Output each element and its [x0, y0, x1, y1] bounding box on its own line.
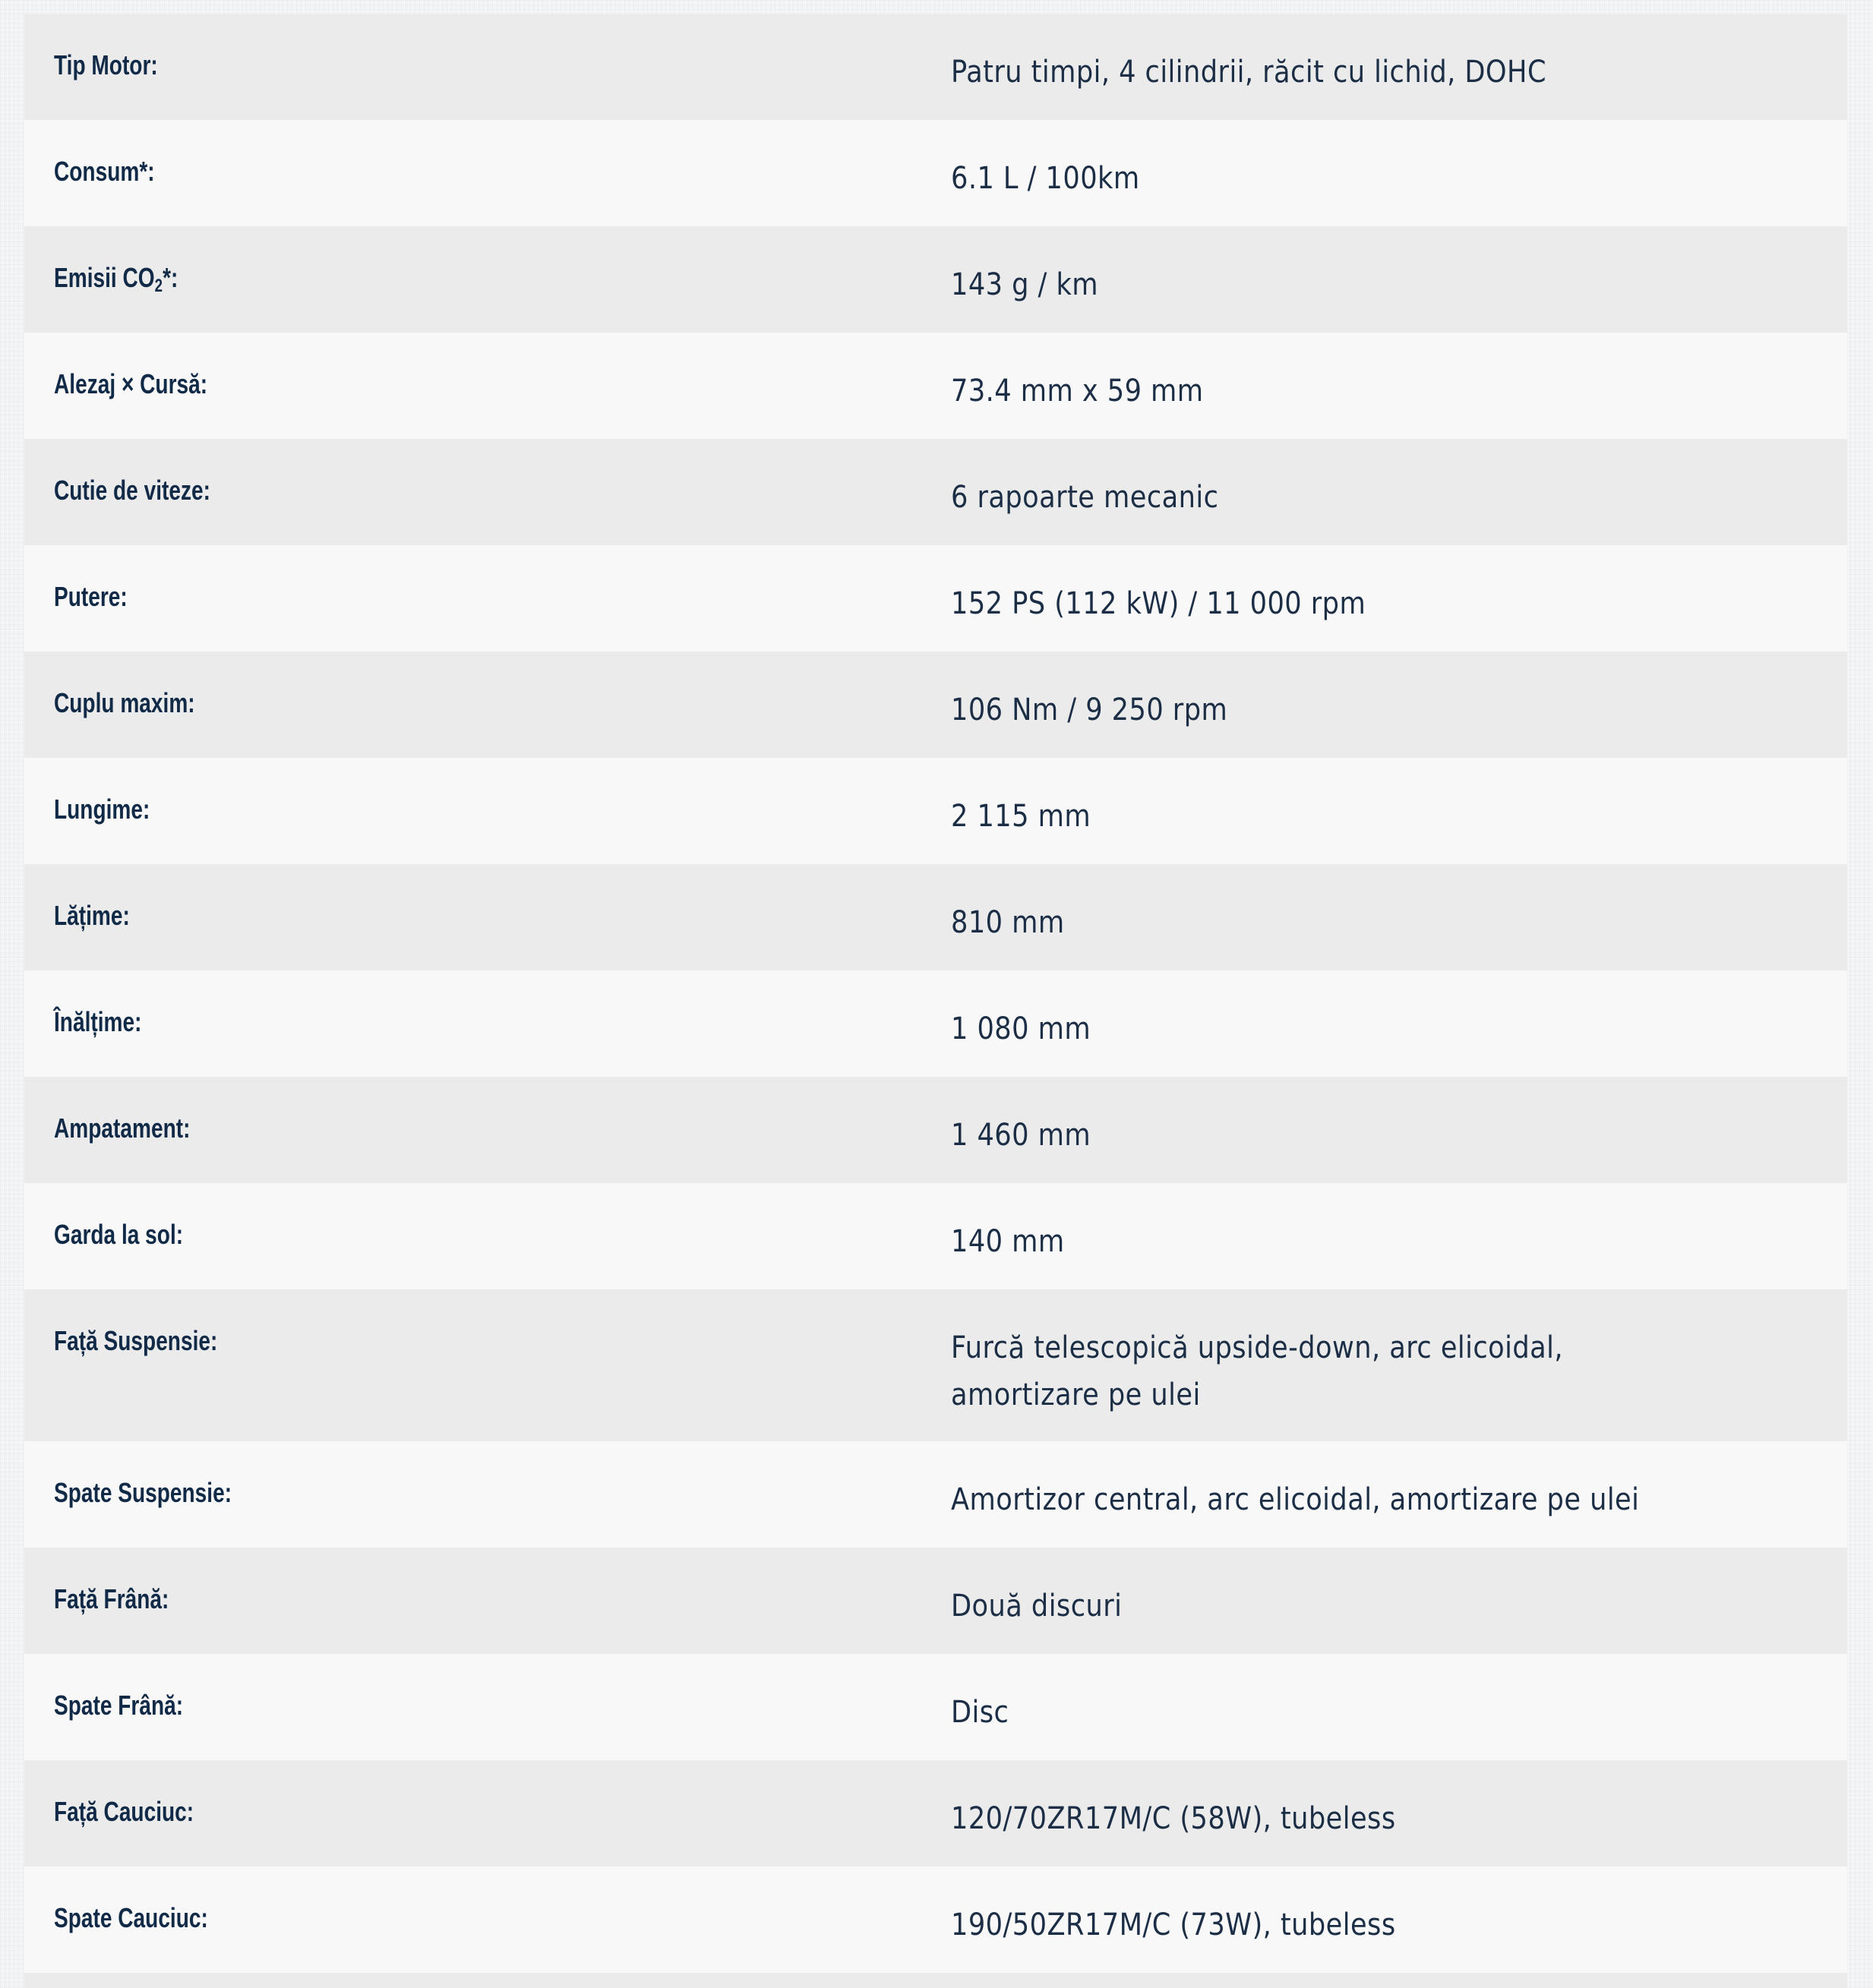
spec-value: Disc [951, 1695, 1009, 1730]
spec-row-front-tyre [24, 1760, 1847, 1867]
spec-value: Furcă telescopică upside-down, arc elicoidal, amortizare pe ulei [951, 1330, 1564, 1412]
spec-label: Lățime: [54, 900, 130, 931]
spec-value: 810 mm [951, 905, 1065, 940]
spec-row-ground-clearance [24, 1183, 1847, 1289]
spec-label: Ampatament: [54, 1112, 191, 1144]
spec-label: Cuplu maxim: [54, 687, 195, 718]
spec-row-bore-stroke [24, 333, 1847, 439]
spec-row-power [24, 545, 1847, 652]
spec-label: Față Cauciuc: [54, 1796, 194, 1827]
spec-row-wheelbase [24, 1077, 1847, 1183]
spec-value: Amortizor central, arc elicoidal, amortizare pe ulei [951, 1482, 1640, 1517]
spec-row-max-torque [24, 652, 1847, 758]
spec-label: Spate Cauciuc: [54, 1902, 208, 1933]
spec-value: 152 PS (112 kW) / 11 000 rpm [951, 586, 1366, 621]
spec-label: Spate Suspensie: [54, 1477, 232, 1508]
spec-label: Tip Motor: [54, 49, 158, 80]
spec-label-main: Emisii CO [54, 262, 155, 293]
spec-row-rear-brake [24, 1654, 1847, 1760]
spec-row-partial [24, 1973, 1847, 1988]
spec-value: 120/70ZR17M/C (58W), tubeless [951, 1801, 1396, 1836]
spec-row-height [24, 970, 1847, 1077]
spec-label: Spate Frână: [54, 1690, 184, 1721]
spec-row-front-suspension [24, 1289, 1847, 1441]
spec-label: Înălțime: [54, 1006, 142, 1037]
spec-label: Consum*: [54, 156, 155, 187]
spec-label: Cutie de viteze: [54, 475, 210, 506]
spec-label-tail: *: [163, 262, 178, 293]
spec-value: 2 115 mm [951, 799, 1091, 834]
spec-row-consumption [24, 120, 1847, 226]
spec-label: Garda la sol: [54, 1219, 184, 1250]
spec-label: Putere: [54, 581, 128, 612]
spec-row-gearbox [24, 439, 1847, 545]
spec-value: 143 g / km [951, 267, 1099, 302]
spec-value: 6.1 L / 100km [951, 161, 1140, 196]
spec-label: Față Frână: [54, 1583, 169, 1614]
spec-value: 73.4 mm x 59 mm [951, 374, 1204, 409]
spec-value: 1 080 mm [951, 1011, 1091, 1046]
spec-label-subscript: 2 [154, 276, 163, 296]
spec-row-width [24, 864, 1847, 970]
spec-row-engine-type [24, 14, 1847, 120]
spec-value: 190/50ZR17M/C (73W), tubeless [951, 1908, 1396, 1942]
spec-row-co2-emissions [24, 226, 1847, 333]
spec-value: 140 mm [951, 1224, 1065, 1259]
spec-label: Alezaj × Cursă: [54, 368, 208, 399]
spec-label: Lungime: [54, 794, 150, 825]
spec-row-front-brake [24, 1548, 1847, 1654]
spec-label: Față Suspensie: [54, 1325, 218, 1356]
spec-value: Două discuri [951, 1589, 1123, 1624]
spec-value: 6 rapoarte mecanic [951, 480, 1219, 515]
spec-table [24, 14, 1847, 1988]
spec-value: 1 460 mm [951, 1118, 1091, 1153]
spec-value: 106 Nm / 9 250 rpm [951, 693, 1228, 727]
spec-row-rear-tyre [24, 1867, 1847, 1973]
spec-label [24, 226, 747, 303]
spec-value: Patru timpi, 4 cilindrii, răcit cu lichid, DOHC [951, 55, 1546, 90]
spec-row-rear-suspension [24, 1441, 1847, 1548]
spec-row-length [24, 758, 1847, 864]
